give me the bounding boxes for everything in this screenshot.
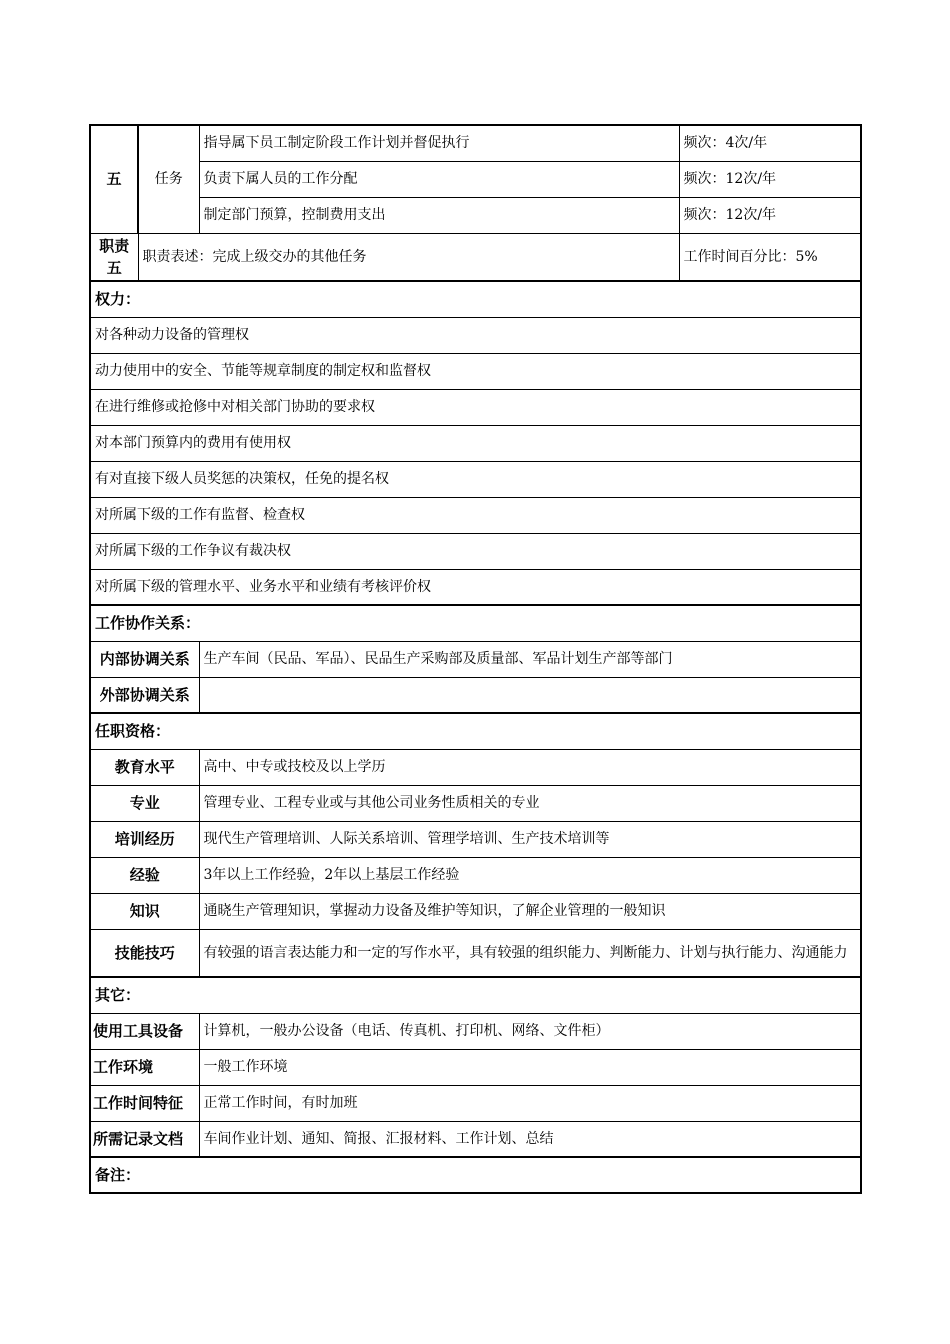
task-text: 负责下属人员的工作分配: [199, 161, 679, 197]
qualification-label: 经验: [90, 857, 199, 893]
other-label: 使用工具设备: [90, 1013, 199, 1049]
other-title: 其它：: [90, 977, 861, 1013]
other-label: 工作时间特征: [90, 1085, 199, 1121]
qualifications-title: 任职资格：: [90, 713, 861, 749]
task-text: 制定部门预算，控制费用支出: [199, 197, 679, 233]
authority-item: 对所属下级的工作争议有裁决权: [90, 533, 861, 569]
authority-title: 权力：: [90, 281, 861, 317]
duty-number: 五: [90, 125, 138, 233]
qualification-value: 通晓生产管理知识，掌握动力设备及维护等知识，了解企业管理的一般知识: [199, 893, 861, 929]
job-description-table: [89, 124, 862, 1194]
external-relations-value: [199, 677, 861, 713]
qualification-value: 管理专业、工程专业或与其他公司业务性质相关的专业: [199, 785, 861, 821]
authority-item: 对所属下级的工作有监督、检查权: [90, 497, 861, 533]
authority-item: 有对直接下级人员奖惩的决策权，任免的提名权: [90, 461, 861, 497]
task-frequency: 频次：12次/年: [679, 197, 861, 233]
qualification-value: 3年以上工作经验，2年以上基层工作经验: [199, 857, 861, 893]
other-label: 工作环境: [90, 1049, 199, 1085]
job-description-sheet: [89, 124, 860, 1194]
duty-description: 职责表述：完成上级交办的其他任务: [138, 233, 679, 281]
authority-item: 对各种动力设备的管理权: [90, 317, 861, 353]
other-value: 正常工作时间，有时加班: [199, 1085, 861, 1121]
other-label: 所需记录文档: [90, 1121, 199, 1157]
task-text: 指导属下员工制定阶段工作计划并督促执行: [199, 125, 679, 161]
qualification-label: 教育水平: [90, 749, 199, 785]
authority-item: 对本部门预算内的费用有使用权: [90, 425, 861, 461]
remarks-title: 备注：: [90, 1157, 861, 1193]
internal-relations-label: 内部协调关系: [90, 641, 199, 677]
qualification-value: 有较强的语言表达能力和一定的写作水平，具有较强的组织能力、判断能力、计划与执行能力、沟通能力: [199, 929, 861, 977]
qualification-label: 专业: [90, 785, 199, 821]
qualification-label: 培训经历: [90, 821, 199, 857]
authority-item: 动力使用中的安全、节能等规章制度的制定权和监督权: [90, 353, 861, 389]
task-frequency: 频次：4次/年: [679, 125, 861, 161]
qualification-label: 技能技巧: [90, 929, 199, 977]
authority-item: 对所属下级的管理水平、业务水平和业绩有考核评价权: [90, 569, 861, 605]
qualification-value: 现代生产管理培训、人际关系培训、管理学培训、生产技术培训等: [199, 821, 861, 857]
other-value: 车间作业计划、通知、简报、汇报材料、工作计划、总结: [199, 1121, 861, 1157]
task-label: 任务: [138, 125, 199, 233]
internal-relations-value: 生产车间（民品、军品）、民品生产采购部及质量部、军品计划生产部等部门: [199, 641, 861, 677]
qualification-value: 高中、中专或技校及以上学历: [199, 749, 861, 785]
relations-title: 工作协作关系：: [90, 605, 861, 641]
duty-label: 职责五: [90, 233, 138, 281]
authority-item: 在进行维修或抢修中对相关部门协助的要求权: [90, 389, 861, 425]
qualification-label: 知识: [90, 893, 199, 929]
other-value: 一般工作环境: [199, 1049, 861, 1085]
other-value: 计算机，一般办公设备（电话、传真机、打印机、网络、文件柜）: [199, 1013, 861, 1049]
time-percentage: 工作时间百分比：5%: [679, 233, 861, 281]
task-frequency: 频次：12次/年: [679, 161, 861, 197]
external-relations-label: 外部协调关系: [90, 677, 199, 713]
